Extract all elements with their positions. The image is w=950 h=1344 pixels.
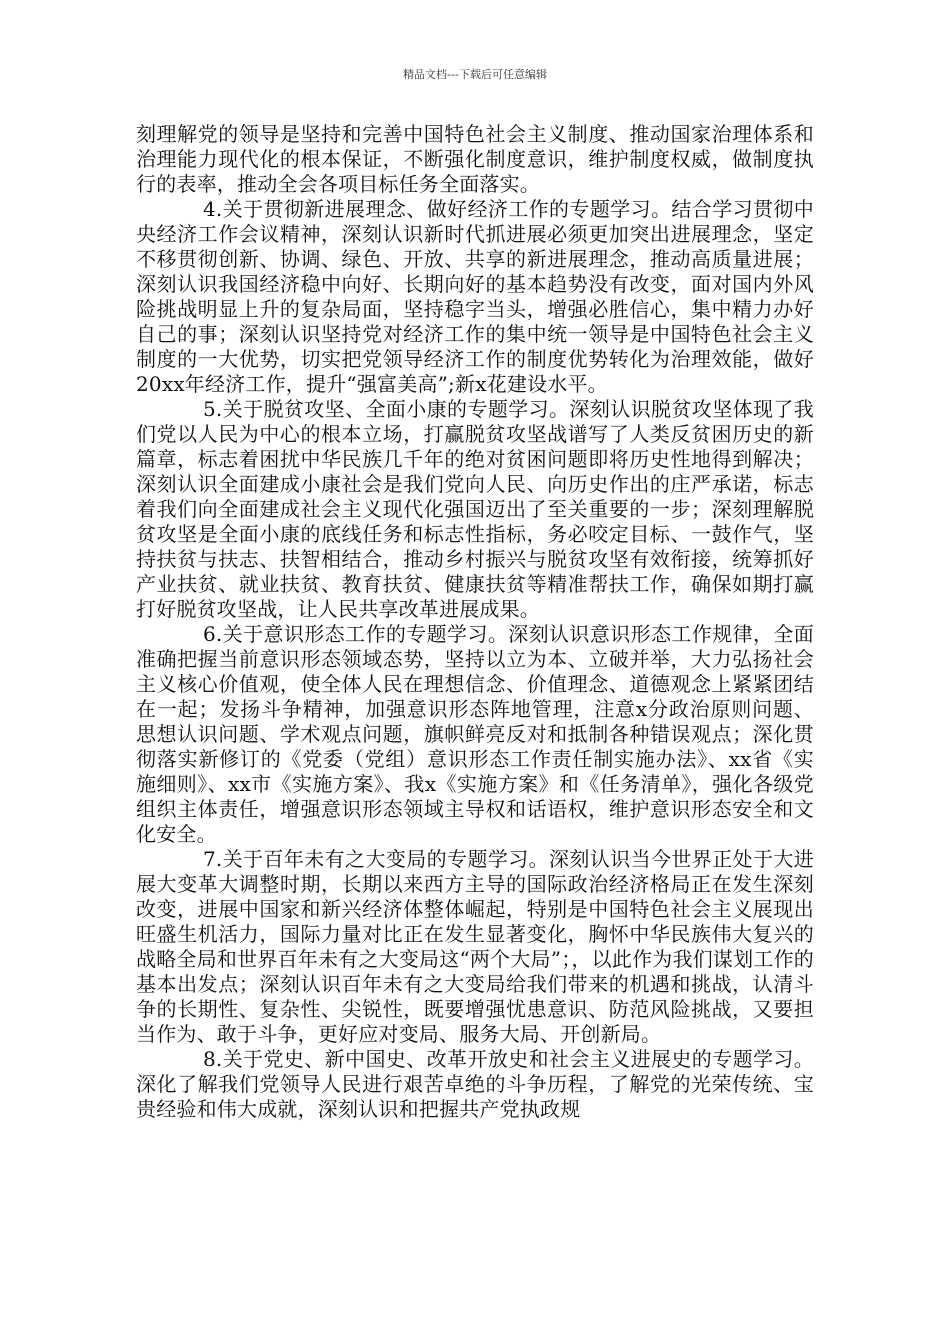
- paragraph-item-5: 5.关于脱贫攻坚、全面小康的专题学习。深刻认识脱贫攻坚体现了我们党以人民为中心的根本立场，打赢脱贫攻坚战谱写了人类反贫困历史的新篇章，标志着困扰中华民族几千年的绝对贫困问题即将历史性地得到解决；深刻认识全面建成小康社会是我们党向人民、向历史作出的庄严承诺，标志着我们向全面建成社会主义现代化强国迈出了至关重要的一步；深刻理解脱贫攻坚是全面小康的底线任务和标志性指标，务必咬定目标、一鼓作气，坚持扶贫与扶志、扶智相结合，推动乡村振兴与脱贫攻坚有效衔接，统筹抓好产业扶贫、就业扶贫、教育扶贫、健康扶贫等精准帮扶工作，确保如期打赢打好脱贫攻坚战，让人民共享改革进展成果。: [136, 397, 814, 621]
- document-body: [136, 122, 814, 1122]
- paragraph-item-8: 8.关于党史、新中国史、改革开放史和社会主义进展史的专题学习。深化了解我们党领导人民进行艰苦卓绝的斗争历程，了解党的光荣传统、宝贵经验和伟大成就，深刻认识和把握共产党执政规: [136, 1047, 814, 1121]
- paragraph-item-7: 7.关于百年未有之大变局的专题学习。深刻认识当今世界正处于大进展大变革大调整时期，长期以来西方主导的国际政治经济格局正在发生深刻改变，进展中国家和新兴经济体整体崛起，特别是中国特色社会主义展现出旺盛生机活力，国际力量对比正在发生显著变化，胸怀中华民族伟大复兴的战略全局和世界百年未有之大变局这“两个大局”；，以此作为我们谋划工作的基本出发点；深刻认识百年未有之大变局给我们带来的机遇和挑战，认清斗争的长期性、复杂性、尖锐性，既要增强忧患意识、防范风险挑战，又要担当作为、敢于斗争，更好应对变局、服务大局、开创新局。: [136, 847, 814, 1046]
- page-header: 精品文档---下载后可任意编辑: [403, 68, 547, 81]
- paragraph-item-4: 4.关于贯彻新进展理念、做好经济工作的专题学习。结合学习贯彻中央经济工作会议精神，深刻认识新时代抓进展必须更加突出进展理念，坚定不移贯彻创新、协调、绿色、开放、共享的新进展理念，推动高质量进展；深刻认识我国经济稳中向好、长期向好的基本趋势没有改变，面对国内外风险挑战明显上升的复杂局面，坚持稳字当头，增强必胜信心，集中精力办好自己的事；深刻认识坚持党对经济工作的集中统一领导是中国特色社会主义制度的一大优势，切实把党领导经济工作的制度优势转化为治理效能，做好20xx年经济工作，提升“强富美高”;新x花建设水平。: [136, 197, 814, 396]
- paragraph-continuation: 刻理解党的领导是坚持和完善中国特色社会主义制度、推动国家治理体系和治理能力现代化的根本保证，不断强化制度意识，维护制度权威，做制度执行的表率，推动全会各项目标任务全面落实。: [136, 122, 814, 196]
- paragraph-item-6: 6.关于意识形态工作的专题学习。深刻认识意识形态工作规律，全面准确把握当前意识形态领域态势，坚持以立为本、立破并举，大力弘扬社会主义核心价值观，使全体人民在理想信念、价值理念、道德观念上紧紧团结在一起；发扬斗争精神，加强意识形态阵地管理，注意x分政治原则问题、思想认识问题、学术观点问题，旗帜鲜亮反对和抵制各种错误观点；深化贯彻落实新修订的《党委（党组）意识形态工作责任制实施办法》、xx省《实施细则》、xx市《实施方案》、我x《实施方案》和《任务清单》，强化各级党组织主体责任，增强意识形态领域主导权和话语权，维护意识形态安全和文化安全。: [136, 622, 814, 846]
